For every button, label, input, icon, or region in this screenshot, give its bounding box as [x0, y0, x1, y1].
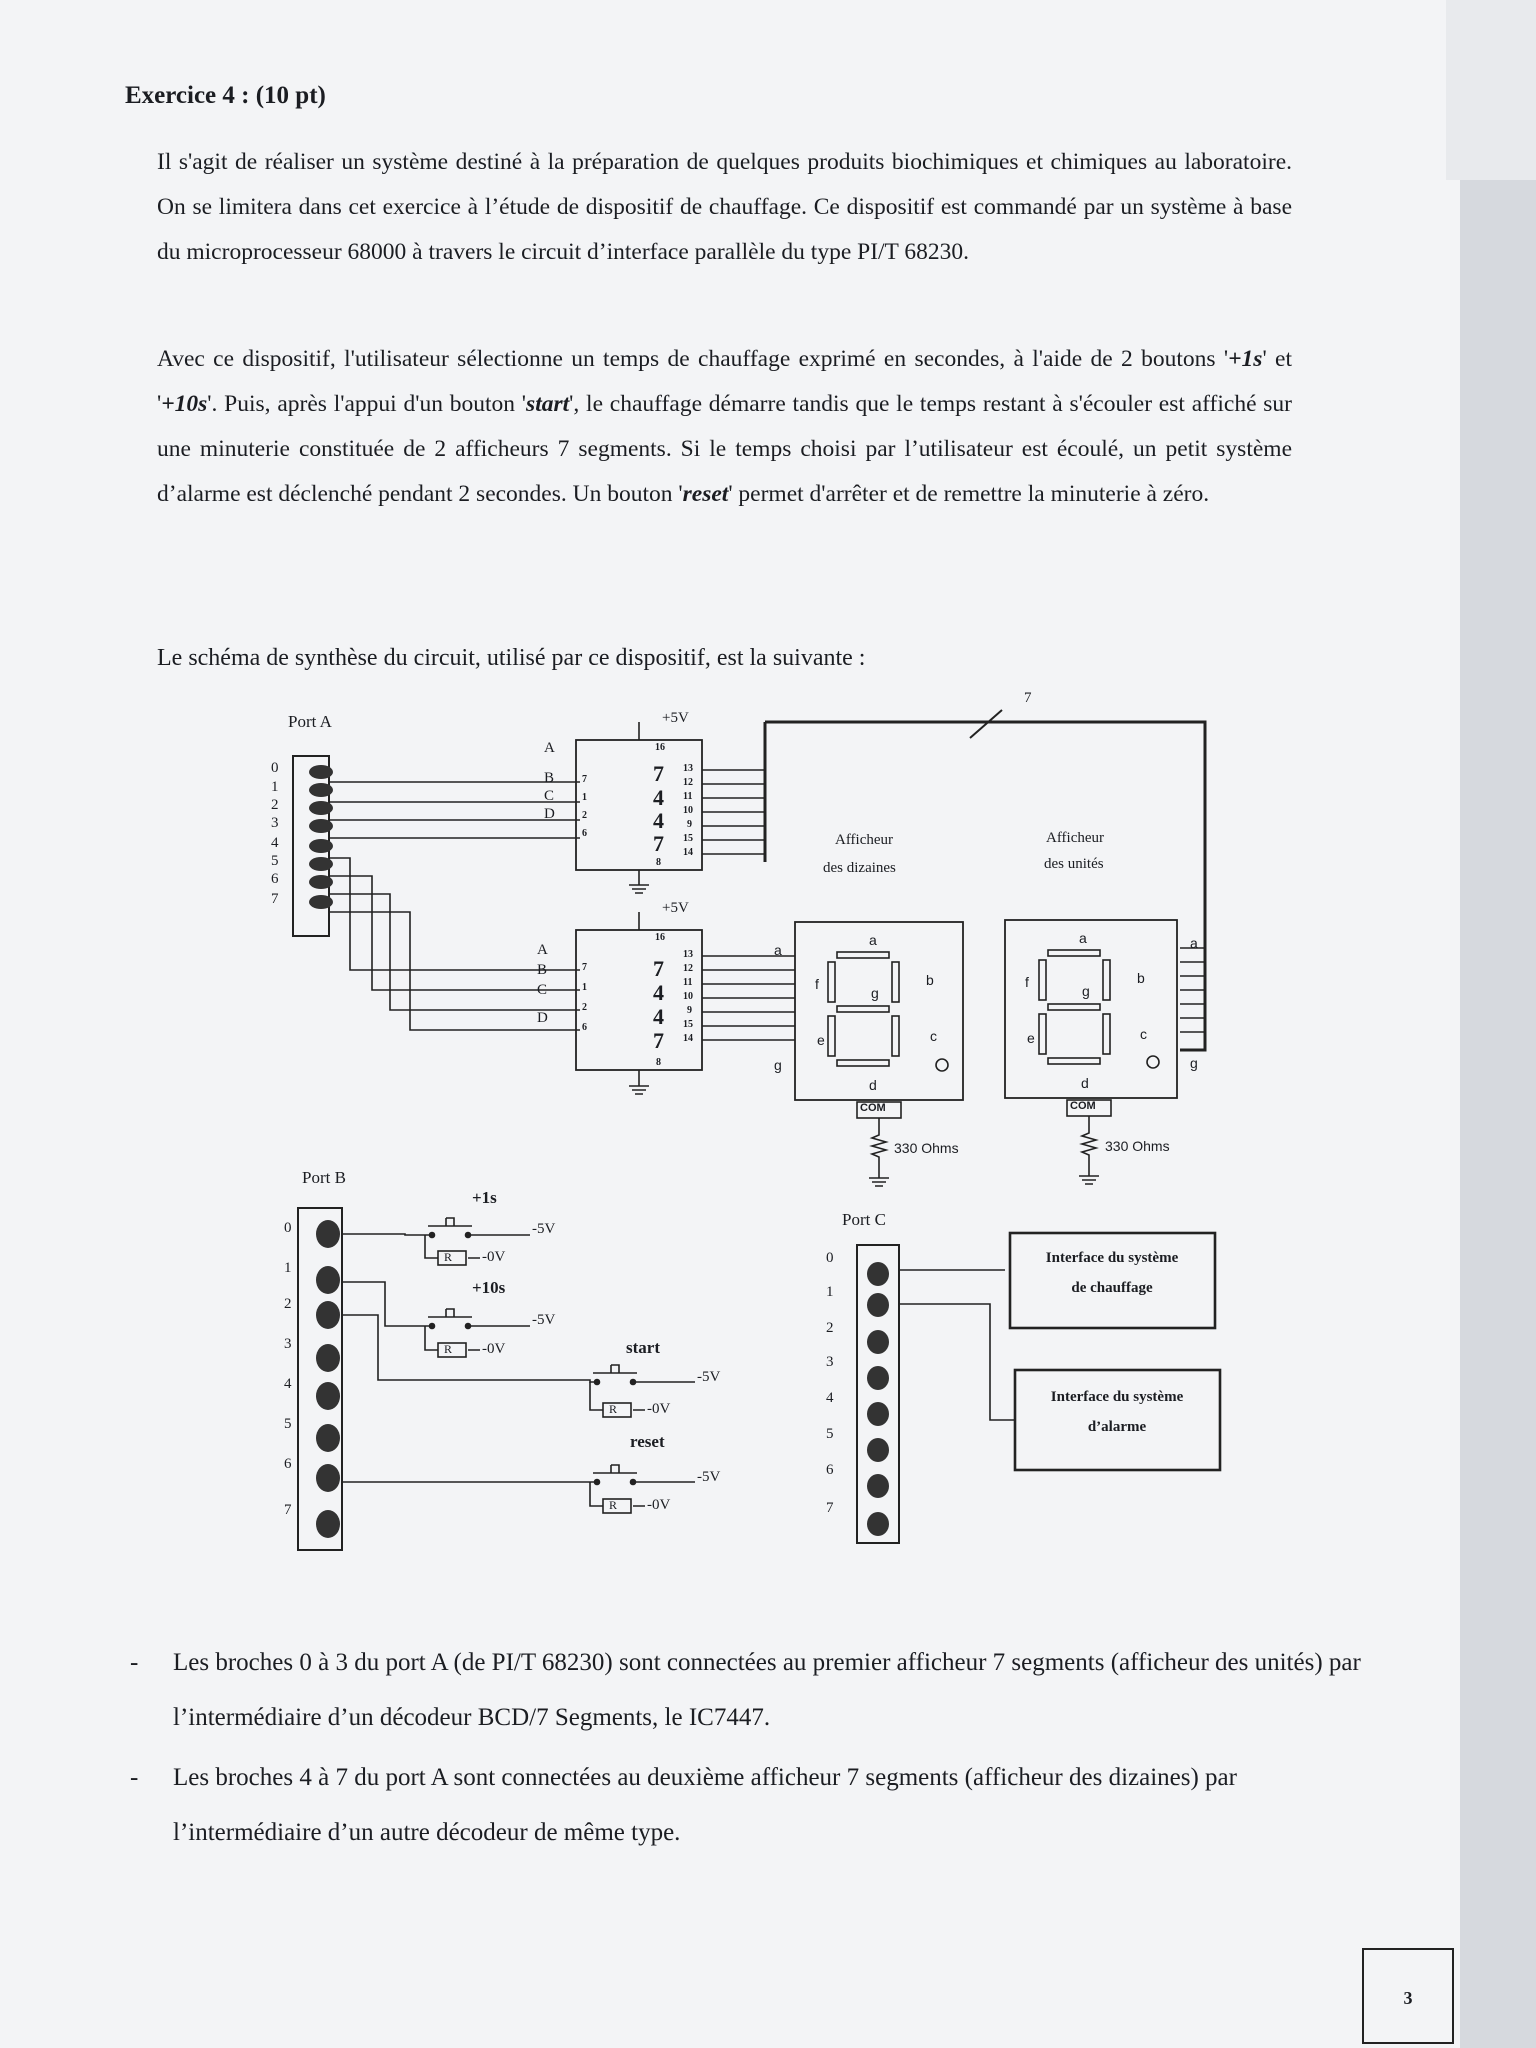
- chip1-pin-7: 7: [582, 774, 587, 785]
- port-b-pin-1: 1: [284, 1260, 292, 1276]
- button-plus10s-resistor: R: [444, 1342, 453, 1356]
- port-a-pin-3: 3: [271, 815, 279, 831]
- heating-interface-box: [1012, 1243, 1212, 1303]
- tens-seg-d: d: [869, 1077, 877, 1093]
- chip2-digit-2: 4: [653, 980, 664, 1005]
- port-b-pin-5: 5: [284, 1416, 292, 1432]
- chip2-digit-4: 7: [653, 1028, 664, 1053]
- intro-paragraph-2: Avec ce dispositif, l'utilisateur sélectionne un temps de chauffage exprimé en secondes, à l'aide de 2 boutons '+1s' et '+10s'. Puis, après l'appui d'un bouton 'start', le chauffage démarre tandis que le temps restant à s'écouler est affiché sur une minuterie constituée de 2 afficheurs 7 segments. Si le temps choisi par l’utilisateur est écoulé, un petit système d’alarme est déclenché pendant 2 secondes. Un bouton 'reset' permet d'arrêter et de remettre la minuterie à zéro.: [157, 346, 1293, 507]
- tens-display-title-1: Afficheur: [835, 832, 894, 848]
- chip1-digit-1: 7: [653, 761, 664, 786]
- chip2-pin-6: 6: [582, 1022, 587, 1033]
- button-plus1s-ground: -0V: [482, 1249, 506, 1265]
- chip1-pin-14: 14: [683, 847, 693, 858]
- port-a-pin-0: 0: [271, 760, 279, 776]
- chip1-input-d: D: [544, 806, 555, 822]
- units-display-title-1: Afficheur: [1046, 830, 1105, 846]
- port-b-pin-0: 0: [284, 1220, 292, 1236]
- button-start-supply: -5V: [697, 1369, 721, 1385]
- tens-seg-f: f: [815, 976, 819, 992]
- chip2-pin-7: 7: [582, 962, 587, 973]
- units-seg-d: d: [1081, 1075, 1089, 1091]
- heating-interface-line2: de chauffage: [1071, 1280, 1153, 1296]
- tens-seg-b: b: [926, 972, 934, 988]
- chip2-digit-3: 4: [653, 1004, 664, 1029]
- port-a-label: Port A: [288, 712, 332, 731]
- chip2-pin-13: 13: [683, 949, 693, 960]
- chip1-input-c: C: [544, 788, 555, 804]
- port-c-pin-2: 2: [826, 1320, 834, 1336]
- units-seg-b: b: [1137, 970, 1145, 986]
- chip1-pin-10: 10: [683, 805, 693, 816]
- chip2-input-a: A: [537, 942, 548, 958]
- tens-seg-e: e: [817, 1032, 825, 1048]
- tens-input-a-label: a: [774, 942, 782, 958]
- units-display-title-2: des unités: [1044, 856, 1104, 872]
- chip1-pin-6: 6: [582, 828, 587, 839]
- chip1-pin-2: 2: [582, 810, 587, 821]
- bullet-item: - Les broches 4 à 7 du port A sont connectées au deuxième afficheur 7 segments (afficheur des dizaines) par l’intermédiaire d’un autre décodeur de même type.: [130, 1750, 1380, 1860]
- button-reset-supply: -5V: [697, 1469, 721, 1485]
- chip1-pin-16: 16: [655, 742, 665, 753]
- bus-width-label: 7: [1024, 690, 1032, 706]
- port-c-pin-5: 5: [826, 1426, 834, 1442]
- chip2-input-d: D: [537, 1010, 548, 1026]
- chip1-pin-8: 8: [656, 857, 661, 868]
- port-c-pin-6: 6: [826, 1462, 834, 1478]
- button-start-ground: -0V: [647, 1401, 671, 1417]
- chip1-pin-11: 11: [683, 791, 693, 802]
- chip1-input-a: A: [544, 740, 555, 756]
- port-b-pin-7: 7: [284, 1502, 292, 1518]
- port-b-pin-6: 6: [284, 1456, 292, 1472]
- port-a-pin-5: 5: [271, 853, 279, 869]
- units-input-a-label: a: [1190, 935, 1198, 951]
- chip2-pin-14: 14: [683, 1033, 693, 1044]
- chip1-vcc-label: +5V: [662, 710, 689, 726]
- chip2-pin-8: 8: [656, 1057, 661, 1068]
- chip2-input-c: C: [537, 982, 548, 998]
- chip1-digit-2: 4: [653, 785, 664, 810]
- button-plus10s-supply: -5V: [532, 1312, 556, 1328]
- port-a-pin-2: 2: [271, 797, 279, 813]
- background-sheet: [1446, 0, 1536, 180]
- chip2-vcc-label: +5V: [662, 900, 689, 916]
- port-c-label: Port C: [842, 1210, 886, 1229]
- port-b-pin-3: 3: [284, 1336, 292, 1352]
- port-c-pin-0: 0: [826, 1250, 834, 1266]
- port-c-pin-7: 7: [826, 1500, 834, 1516]
- units-seg-c: c: [1140, 1026, 1147, 1042]
- chip1-pin-1: 1: [582, 792, 587, 803]
- button-reset-label: reset: [630, 1432, 665, 1451]
- units-resistor-label: 330 Ohms: [1105, 1138, 1170, 1154]
- exercise-title: Exercice 4 : (10 pt): [125, 82, 326, 109]
- chip1-pin-15: 15: [683, 833, 693, 844]
- units-input-g-label: g: [1190, 1055, 1198, 1071]
- button-plus10s-ground: -0V: [482, 1341, 506, 1357]
- port-a-pin-1: 1: [271, 779, 279, 795]
- chip2-pin-1: 1: [582, 982, 587, 993]
- chip2-pin-2: 2: [582, 1002, 587, 1013]
- button-plus1s-supply: -5V: [532, 1221, 556, 1237]
- chip1-digit-3: 4: [653, 808, 664, 833]
- chip1-input-b: B: [544, 770, 555, 786]
- button-plus1s-label: +1s: [472, 1188, 497, 1207]
- chip2-pin-9: 9: [687, 1005, 692, 1016]
- port-a-pin-6: 6: [271, 871, 279, 887]
- tens-com-label: COM: [860, 1102, 886, 1114]
- units-seg-g: g: [1082, 983, 1090, 999]
- chip1-pin-13: 13: [683, 763, 693, 774]
- chip2-digit-1: 7: [653, 956, 664, 981]
- bullet-list: [130, 1635, 1380, 1865]
- port-a-pin-7: 7: [271, 891, 279, 907]
- chip2-pin-11: 11: [683, 977, 693, 988]
- button-reset-ground: -0V: [647, 1497, 671, 1513]
- units-com-label: COM: [1070, 1100, 1096, 1112]
- button-start-label: start: [626, 1338, 660, 1357]
- button-plus10s-label: +10s: [472, 1278, 506, 1297]
- schema-intro: Le schéma de synthèse du circuit, utilisé par ce dispositif, est la suivante :: [157, 645, 866, 671]
- units-seg-a: a: [1079, 930, 1087, 946]
- port-a-pin-4: 4: [271, 835, 279, 851]
- port-c-pin-3: 3: [826, 1354, 834, 1370]
- button-reset-resistor: R: [609, 1498, 618, 1512]
- heating-interface-line1: Interface du système: [1045, 1250, 1179, 1266]
- port-c-pin-1: 1: [826, 1284, 834, 1300]
- alarm-interface-box: [1017, 1382, 1217, 1442]
- port-b-pin-4: 4: [284, 1376, 292, 1392]
- circuit-diagram: [260, 690, 1240, 1570]
- tens-input-g-label: g: [774, 1057, 782, 1073]
- port-c-pin-4: 4: [826, 1390, 834, 1406]
- chip1-pin-9: 9: [687, 819, 692, 830]
- units-seg-e: e: [1027, 1030, 1035, 1046]
- bullet-item: - Les broches 0 à 3 du port A (de PI/T 68230) sont connectées au premier afficheur 7 segments (afficheur des unités) par l’intermédiaire d’un décodeur BCD/7 Segments, le IC7447.: [130, 1635, 1380, 1745]
- chip1-pin-12: 12: [683, 777, 693, 788]
- tens-display-title-2: des dizaines: [823, 860, 896, 876]
- intro-paragraph-1: Il s'agit de réaliser un système destiné à la préparation de quelques produits biochimiques et chimiques au laboratoire. On se limitera dans cet exercice à l’étude de dispositif de chauffage. Ce dispositif est commandé par un système à base du microprocesseur 68000 à travers le circuit d’interface parallèle du type PI/T 68230.: [157, 149, 1292, 265]
- button-plus1s-resistor: R: [444, 1250, 453, 1264]
- tens-resistor-label: 330 Ohms: [894, 1140, 959, 1156]
- chip2-pin-16: 16: [655, 932, 665, 943]
- tens-seg-a: a: [869, 932, 877, 948]
- button-start-resistor: R: [609, 1402, 618, 1416]
- tens-seg-g: g: [871, 985, 879, 1001]
- port-b-label: Port B: [302, 1168, 346, 1187]
- port-b-pin-2: 2: [284, 1296, 292, 1312]
- chip1-digit-4: 7: [653, 831, 664, 856]
- chip2-input-b: B: [537, 962, 548, 978]
- units-seg-f: f: [1025, 974, 1029, 990]
- alarm-interface-line2: d’alarme: [1087, 1419, 1147, 1435]
- chip2-pin-12: 12: [683, 963, 693, 974]
- chip2-pin-10: 10: [683, 991, 693, 1002]
- alarm-interface-line1: Interface du système: [1050, 1389, 1184, 1405]
- chip2-pin-15: 15: [683, 1019, 693, 1030]
- page-number: 3: [1362, 1948, 1454, 2044]
- tens-seg-c: c: [930, 1028, 937, 1044]
